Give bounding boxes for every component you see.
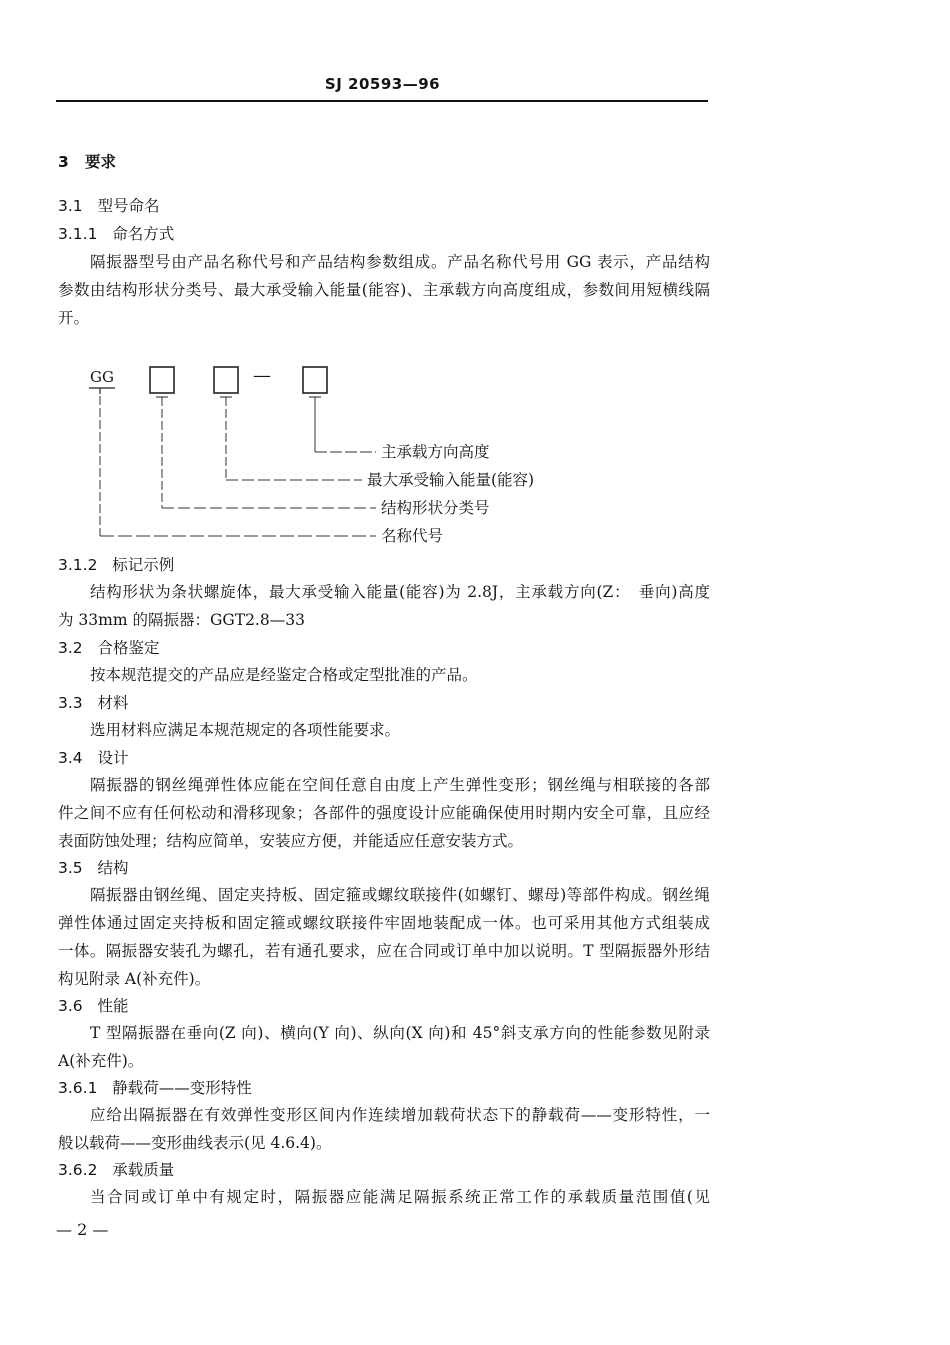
- paragraph-line: 构见附录 A(补充件)。: [58, 970, 211, 988]
- paragraph-line: 件之间不应有任何松动和滑移现象；各部件的强度设计应能确保使用时期内安全可靠，且应经: [58, 804, 710, 822]
- section-3-1-1-heading: [58, 224, 174, 244]
- section-title: 静载荷——变形特性: [112, 1079, 252, 1097]
- paragraph-line: 开。: [58, 309, 90, 327]
- section-3-5-heading: [58, 858, 128, 878]
- section-number: 3.6.1: [58, 1079, 98, 1097]
- section-title: 性能: [97, 997, 129, 1015]
- section-number: 3.2: [58, 639, 83, 657]
- paragraph-line: 为 33mm 的隔振器：GGT2.8—33: [58, 611, 305, 629]
- section-number: 3.6.2: [58, 1161, 98, 1179]
- paragraph-line: 表面防蚀处理；结构应简单，安装应方便，并能适应任意安装方式。: [58, 832, 524, 850]
- section-3-2-heading: [58, 638, 159, 658]
- diagram-label-structure: 结构形状分类号: [381, 499, 490, 517]
- section-title: 标记示例: [112, 556, 175, 574]
- section-title: 结构: [97, 859, 129, 877]
- section-number: 3.1: [58, 197, 83, 215]
- box-height: [303, 367, 327, 393]
- paragraph-line: 隔振器的钢丝绳弹性体应能在空间任意自由度上产生弹性变形；钢丝绳与相联接的各部: [90, 776, 710, 794]
- section-number: 3.4: [58, 749, 83, 767]
- section-3-1-2-heading: [58, 555, 174, 575]
- paragraph-line: 当合同或订单中有规定时，隔振器应能满足隔振系统正常工作的承载质量范围值(见: [90, 1188, 710, 1206]
- section-3-6-1-heading: [58, 1078, 252, 1098]
- paragraph-line: T 型隔振器在垂向(Z 向)、横向(Y 向)、纵向(X 向)和 45°斜支承方向的性能参数见附录: [90, 1024, 710, 1042]
- paragraph-line: 按本规范提交的产品应是经鉴定合格或定型批准的产品。: [90, 666, 478, 684]
- section-3-heading: [58, 152, 116, 172]
- section-number: 3.1.1: [58, 225, 98, 243]
- header-rule: [56, 100, 708, 102]
- section-3-3-heading: [58, 693, 128, 713]
- paragraph-line: 隔振器由钢丝绳、固定夹持板、固定箍或螺纹联接件(如螺钉、螺母)等部件构成。钢丝绳: [90, 886, 710, 904]
- section-title: 命名方式: [112, 225, 175, 243]
- paragraph-line: 应给出隔振器在有效弹性变形区间内作连续增加载荷状态下的静载荷——变形特性，一: [90, 1106, 710, 1124]
- section-3-6-heading: [58, 996, 128, 1016]
- section-number: 3.3: [58, 694, 83, 712]
- paragraph-line: 般以载荷——变形曲线表示(见 4.6.4)。: [58, 1134, 332, 1152]
- page-number: — 2 —: [56, 1220, 109, 1239]
- section-3-6-2-heading: [58, 1160, 174, 1180]
- box-energy-capacity: [214, 367, 238, 393]
- section-number: 3: [58, 153, 69, 171]
- standard-code-header: SJ 20593—96: [324, 75, 441, 93]
- paragraph-line: 参数由结构形状分类号、最大承受输入能量(能容)、主承载方向高度组成，参数间用短横线隔: [58, 281, 710, 299]
- section-3-1-heading: [58, 196, 159, 216]
- section-title: 型号命名: [97, 197, 160, 215]
- section-number: 3.5: [58, 859, 83, 877]
- paragraph-line: 隔振器型号由产品名称代号和产品结构参数组成。产品名称代号用 GG 表示，产品结构: [90, 253, 710, 271]
- section-title: 合格鉴定: [97, 639, 160, 657]
- section-title: 要求: [85, 153, 117, 171]
- paragraph-line: 选用材料应满足本规范规定的各项性能要求。: [90, 721, 401, 739]
- paragraph-line: 弹性体通过固定夹持板和固定箍或螺纹联接件牢固地装配成一体。也可采用其他方式组装成: [58, 914, 710, 932]
- section-title: 承载质量: [112, 1161, 175, 1179]
- section-number: 3.6: [58, 997, 83, 1015]
- section-number: 3.1.2: [58, 556, 98, 574]
- section-title: 材料: [97, 694, 129, 712]
- paragraph-line: A(补充件)。: [58, 1052, 144, 1070]
- paragraph-line: 一体。隔振器安装孔为螺孔，若有通孔要求，应在合同或订单中加以说明。T 型隔振器外形结: [58, 942, 710, 960]
- box-structure-code: [150, 367, 174, 393]
- section-3-4-heading: [58, 748, 128, 768]
- paragraph-line: 结构形状为条状螺旋体，最大承受输入能量(能容)为 2.8J，主承载方向(Z： 垂向)高度: [90, 583, 710, 601]
- diagram-label-energy: 最大承受输入能量(能容): [367, 471, 535, 489]
- diagram-label-name-code: 名称代号: [381, 527, 444, 545]
- section-title: 设计: [97, 749, 129, 767]
- diagram-separator-dash: —: [253, 365, 271, 386]
- diagram-prefix-gg: GG: [90, 368, 114, 386]
- diagram-label-height: 主承载方向高度: [381, 443, 490, 461]
